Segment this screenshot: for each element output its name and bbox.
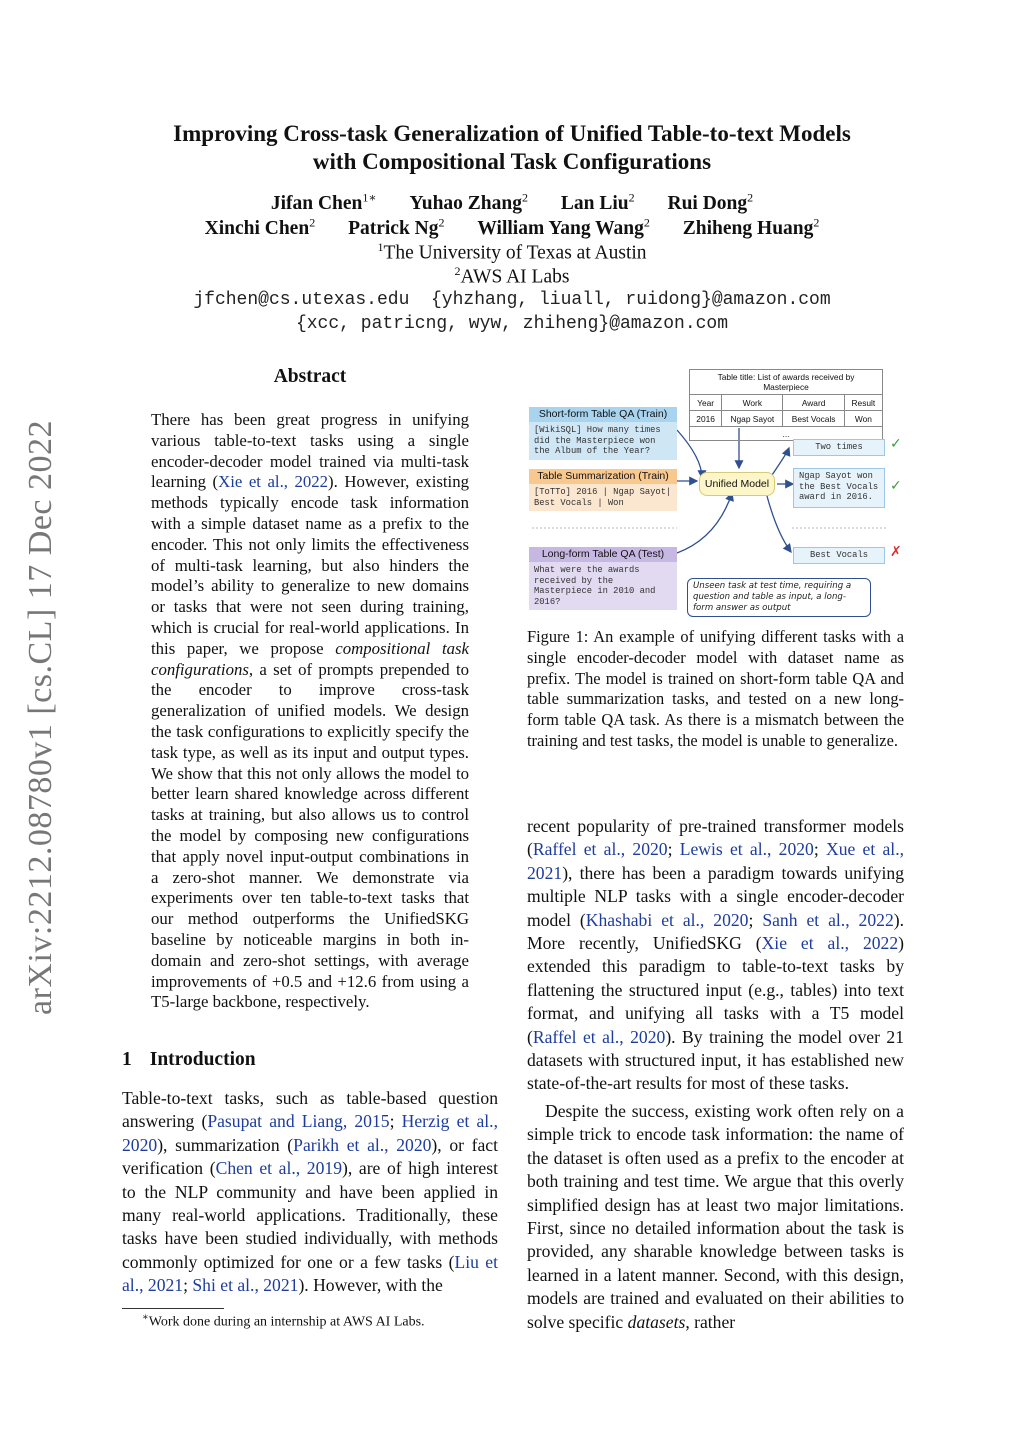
arrow-model-to-out3: [767, 496, 791, 552]
task-header: Long-form Table QA (Test): [529, 547, 677, 562]
footnote: ∗Work done during an internship at AWS AI Labs.: [142, 1312, 425, 1330]
citation-link[interactable]: Pasupat and Liang, 2015: [207, 1111, 390, 1132]
citation-link[interactable]: Xue et al., 2021: [527, 839, 904, 883]
figure-1: [527, 368, 907, 613]
author: Zhiheng Huang$^2$: [682, 215, 820, 239]
intro-paragraph: recent popularity of pre-trained transformer models (Raffel et al., 2020; Lewis et al., 2020; Xue et al., 2021), there has been a paradigm towards unifying multiple NLP tasks with a single encoder-decoder model (Khashabi et al., 2020; Sanh et al., 2022). More recently, UnifiedSKG (Xie et al., 2022) extended this paradigm to table-to-text tasks by flattening the structured input (e.g., tables) into text format, and unifying all tasks with a T5 model (Raffel et al., 2020). By training the model over 21 datasets with structured input, it has established new state-of-the-art results for most of these tasks.: [527, 816, 905, 1094]
table-ellipsis: ...: [690, 427, 883, 441]
arrow-task3-to-model: [677, 493, 732, 553]
task-short-form-qa: [529, 407, 677, 460]
section-heading-introduction: 1 Introduction: [122, 1049, 256, 1070]
check-icon: ✓: [890, 436, 902, 452]
citation-link[interactable]: Liu et al., 2021: [122, 1251, 498, 1296]
author: Lan Liu$^2$: [560, 190, 635, 214]
task-input: [ToTTo] 2016 | Ngap Sayot| Best Vocals | Won: [534, 487, 672, 508]
citation-link[interactable]: Herzig et al., 2020: [122, 1111, 498, 1155]
citation-link[interactable]: Xie et al., 2022: [218, 472, 329, 492]
author: Jifan Chen$^{1∗}$: [270, 190, 377, 214]
arrow-model-to-out1: [772, 448, 789, 475]
author-row-2: [100, 215, 924, 240]
unified-model-box: Unified Model: [699, 472, 775, 496]
arxiv-stamp: arXiv:2212.08780v1 [cs.CL] 17 Dec 2022: [22, 419, 59, 1015]
citation-link[interactable]: Lewis et al., 2020: [679, 839, 814, 860]
table-header: Award: [783, 395, 844, 411]
paper-title: [100, 120, 924, 176]
author: Rui Dong$^2$: [667, 190, 754, 214]
table-cell: Best Vocals: [783, 411, 844, 427]
title-line-1: Improving Cross-task Generalization of Unified Table-to-text Models: [173, 121, 851, 146]
citation-link[interactable]: Parikh et al., 2020: [293, 1134, 432, 1155]
table-header: Work: [722, 395, 783, 411]
intro-right-column: [527, 815, 904, 1334]
author-row-1: [100, 190, 924, 215]
author: Xinchi Chen$^2$: [204, 215, 316, 239]
unseen-task-note: Unseen task at test time, requiring a question and table as input, a long-form answer as output: [687, 578, 871, 617]
table-header: Year: [690, 395, 722, 411]
output-2: Ngap Sayot won the Best Vocals award in 2016.: [793, 468, 885, 508]
output-1: Two times: [793, 439, 885, 456]
citation-link[interactable]: Chen et al., 2019: [215, 1158, 342, 1179]
table-title: Table title: List of awards received by Masterpiece: [690, 370, 883, 395]
task-header: Short-form Table QA (Train): [529, 407, 677, 422]
table-cell: Won: [844, 411, 882, 427]
intro-paragraph: Despite the success, existing work often rely on a simple trick to encode task information: the name of the dataset is often used as a prefix to the encoder at both training and test time. We argue that this overly simplified design has at least two major limitations. First, since no detailed information about the task is provided, any sharable knowledge between tasks is learned in a latent manner. Second, with this design, models are trained and evaluated on their abilities to solve specific datasets, rather: [527, 1100, 904, 1332]
citation-link[interactable]: Raffel et al., 2020: [532, 1026, 666, 1047]
citation-link[interactable]: Raffel et al., 2020: [532, 839, 668, 860]
title-line-2: with Compositional Task Configurations: [312, 149, 712, 174]
citation-link[interactable]: Shi et al., 2021: [192, 1275, 299, 1296]
citation-link[interactable]: Khashabi et al., 2020: [585, 909, 749, 930]
author: Patrick Ng$^2$: [348, 215, 445, 239]
abstract-body: There has been great progress in unifying various table-to-text tasks using a single encoder-decoder model trained via multi-task learning (Xie et al., 2022). However, existing methods typically encode task information with a simple dataset name as a prefix to the encoder. This not only limits the effectiveness of multi-task learning, but also hinders the model’s ability to generalize to new domains or tasks that were not seen during training, which is crucial for real-world applications. In this paper, we propose compositional task configurations, a set of prompts prepended to the encoder to improve cross-task generalization of unified models. We design the task configurations to explicitly specify the task type, as well as its input and output types. We show that this not only allows the model to better learn shared knowledge across different tasks at training, but also allows us to control the model by composing new configurations that apply novel input-output combinations in a zero-shot manner. We demonstrate via experiments over ten table-to-text tasks that our method outperforms the UnifiedSKG baseline by noticeable margins in both in-domain and zero-shot settings, with average improvements of +0.5 and +12.6 from using a T5-large backbone, respectively.: [151, 410, 470, 1012]
task-long-form-qa: [529, 547, 677, 610]
affiliation-1: $^1$The University of Texas at Austin: [377, 240, 647, 264]
email-line-2: {xcc, patricng, wyw, zhiheng}@amazon.com: [295, 314, 729, 334]
task-summarization: [529, 469, 677, 511]
table-header: Result: [844, 395, 882, 411]
task-header: Table Summarization (Train): [529, 469, 677, 484]
figure-caption: Figure 1: An example of unifying different tasks with a single encoder-decoder model with dataset name as prefix. The model is trained on short-form table QA and table summarization tasks, and tested on a new long-form table QA task. As there is a mismatch between the training and test tasks, the model is unable to generalize.: [527, 627, 904, 750]
author: William Yang Wang$^2$: [477, 215, 650, 239]
cross-icon: ✗: [890, 544, 902, 560]
intro-left-paragraph: Table-to-text tasks, such as table-based question answering (Pasupat and Liang, 2015; Herzig et al., 2020), summarization (Parikh et al., 2020), or fact verification (Chen et al., 2019), are of high interest to the NLP community and have been applied in many real-world applications. Traditionally, these tasks have been studied individually, with methods commonly optimized for one or a few tasks (Liu et al., 2021; Shi et al., 2021). However, with the: [122, 1088, 498, 1296]
table-cell: 2016: [690, 411, 722, 427]
author: Yuhao Zhang$^2$: [409, 190, 528, 214]
affiliation-2: $^2$AWS AI Labs: [454, 264, 570, 288]
citation-link[interactable]: Sanh et al., 2022: [762, 909, 894, 930]
output-3: Best Vocals: [793, 547, 885, 564]
figure-table: [689, 369, 883, 441]
footnote-rule: [122, 1308, 224, 1309]
abstract-heading: Abstract: [273, 366, 347, 387]
table-cell: Ngap Sayot: [722, 411, 783, 427]
task-input: What were the awards received by the Masterpiece in 2010 and 2016?: [534, 565, 656, 607]
check-icon: ✓: [890, 478, 902, 494]
task-input: [WikiSQL] How many times did the Masterpiece won the Album of the Year?: [534, 425, 661, 457]
citation-link[interactable]: Xie et al., 2022: [761, 933, 899, 954]
email-line-1: jfchen@cs.utexas.edu {yhzhang, liuall, ruidong}@amazon.com: [193, 290, 831, 310]
